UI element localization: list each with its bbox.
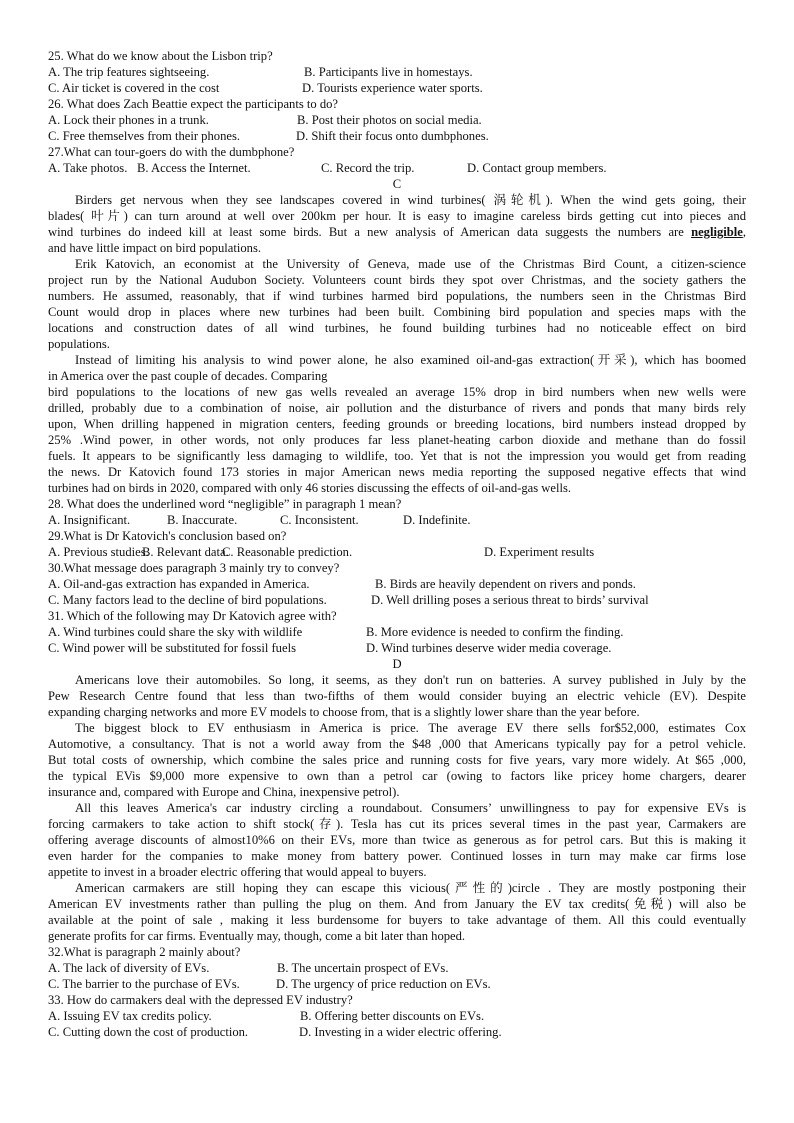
passage-c-p3-line: in America over the past couple of decades. Comparing (48, 369, 328, 383)
options-row (48, 128, 746, 144)
passage-c-p2-line: Erik Katovich, an economist at the University of Geneva, made use of the Christmas Bird Count, a citizen-science (75, 257, 746, 271)
question-q26: 26. What does Zach Beattie expect the participants to do? (48, 97, 339, 111)
passage-c-p1-line: Birders get nervous when they see landscapes covered in wind turbines( 涡轮机). When the wind gets going, their (75, 193, 746, 207)
options-row (48, 624, 746, 640)
option-b: B. Participants live in homestays. (304, 65, 473, 79)
passage-c-p1-line (48, 224, 746, 240)
section-heading-d: D (392, 657, 402, 671)
option-d: D. Shift their focus onto dumbphones. (296, 129, 489, 143)
passage-d-p3-line: even harder for the companies to make money from battery power. Continued losses in turn may make car firms lose (48, 849, 746, 863)
passage-c-p3-line: turbines had on birds in 2020, compared with only 46 stories discussing the effects of oil-and-gas wells. (48, 481, 572, 495)
options-row (48, 512, 746, 528)
options-row (48, 576, 746, 592)
options-row (48, 1008, 746, 1024)
option-b: B. More evidence is needed to confirm the finding. (366, 625, 624, 639)
option-c: C. Record the trip. (321, 161, 415, 175)
options-row (48, 80, 746, 96)
passage-d-p2-line: insurance and, compared with Europe and China, inexpensive petrol). (48, 785, 400, 799)
passage-c-p3-line: drilled, probably due to a combination of noise, air pollution and the disturbance of rivers and ponds that many birds rely (48, 401, 746, 415)
option-b: B. Post their photos on social media. (297, 113, 482, 127)
passage-d-p1-line: expanding charging networks and more EV models to choose from, that is a slightly lower share than the year before. (48, 705, 640, 719)
option-c: C. Air ticket is covered in the cost (48, 81, 220, 95)
option-a: A. Oil-and-gas extraction has expanded in America. (48, 577, 310, 591)
option-d: D. Indefinite. (403, 513, 471, 527)
option-d: D. Experiment results (484, 545, 595, 559)
passage-d-p3-line: forcing carmakers to take action to shift stock(存). Tesla has cut its prices several times in the past year, Carmakers are (48, 817, 746, 831)
option-b: B. Birds are heavily dependent on rivers and ponds. (375, 577, 636, 591)
option-d: D. Wind turbines deserve wider media coverage. (366, 641, 612, 655)
option-d: D. The urgency of price reduction on EVs. (276, 977, 491, 991)
options-row (48, 960, 746, 976)
passage-d-p2-line: Automotive, a consultancy. That is not a world away from the $48 ,000 that Americans typically pay for a petrol vehicle. (48, 737, 746, 751)
option-d: D. Investing in a wider electric offering. (299, 1025, 502, 1039)
passage-d-p2-line: But total costs of ownership, which combine the sales price and running costs for five years, vary more widely. At $65 ,000, (48, 753, 746, 767)
passage-d-p4-line: American carmakers are still hoping they can escape this vicious(严性的)circle . They are mostly postponing their (75, 881, 746, 895)
passage-d-p4-line: American EV investments rather than pulling the plug on them. And from January the EV tax credits(免税) will also be (48, 897, 746, 911)
question-q28: 28. What does the underlined word “negligible” in paragraph 1 mean? (48, 497, 402, 511)
option-c: C. Many factors lead to the decline of bird populations. (48, 593, 327, 607)
option-d: D. Contact group members. (467, 161, 607, 175)
exam-page (48, 48, 746, 1040)
passage-d-p3-line: All this leaves America's car industry circling a roundabout. Consumers’ unwillingness to pay for expensive EVs is (75, 801, 746, 815)
passage-c-p3-line: Instead of limiting his analysis to wind power alone, he also examined oil-and-gas extraction(开采), which has boomed (75, 353, 746, 367)
passage-c-p3-line: upon, When drilling happened in migration centers, feeding grounds or breeding locations, bird numbers instead dropped by (48, 417, 746, 431)
question-q33: 33. How do carmakers deal with the depressed EV industry? (48, 993, 353, 1007)
option-a: A. Issuing EV tax credits policy. (48, 1009, 212, 1023)
passage-c-p2-line: locations and construction dates of all wind turbines, he found building turbines had no noticeable effect on bird (48, 321, 746, 335)
options-row (48, 1024, 746, 1040)
comma: , (742, 225, 746, 239)
option-b: B. Inaccurate. (167, 513, 238, 527)
option-a: A. The lack of diversity of EVs. (48, 961, 210, 975)
section-heading-c: C (392, 177, 402, 191)
passage-d-p3-line: appetite to invest in a broader electric offering that would appeal to buyers. (48, 865, 427, 879)
question-q32: 32.What is paragraph 2 mainly about? (48, 945, 241, 959)
option-c: C. Inconsistent. (280, 513, 359, 527)
option-b: B. Relevant data. (142, 545, 229, 559)
option-a: A. Wind turbines could share the sky with wildlife (48, 625, 303, 639)
passage-c-p2-line: numbers. He assumed, reasonably, that if wind turbines harmed bird populations, the numbers seen in the Christmas Bird (48, 289, 746, 303)
option-a: A. Previous studies. (48, 545, 149, 559)
question-q29: 29.What is Dr Katovich's conclusion based on? (48, 529, 287, 543)
question-q25: 25. What do we know about the Lisbon trip? (48, 49, 273, 63)
passage-d-p3-line: offering average discounts of almost10%6 on their EVs, more than twice as generous as for petrol cars. But this is making it (48, 833, 746, 847)
question-q27: 27.What can tour-goers do with the dumbphone? (48, 145, 295, 159)
passage-c-p2-line: project run by the National Audubon Society. Volunteers count birds they spot over Christmas, and the society gathers the (48, 273, 746, 287)
option-b: B. Offering better discounts on EVs. (300, 1009, 485, 1023)
text: wind turbines do indeed kill at least some birds. But a new analysis of American data suggests the numbers are (48, 225, 684, 239)
question-q31: 31. Which of the following may Dr Katovich agree with? (48, 609, 337, 623)
passage-d-p4-line: available at the point of sale , making it less burdensome for buyers to take advantage of them. All this could eventually (48, 913, 746, 927)
options-row (48, 592, 746, 608)
passage-c-p1-line: blades( 叶片) can turn around at well over 200km per hour. It is easy to imagine careless birds getting cut into pieces and (48, 209, 746, 223)
passage-c-p3-line: fuels. It appears to be significantly less damaging to wildlife, too. Yet that is not the impression you would get from reading (48, 449, 746, 463)
passage-d-p1-line: Americans love their automobiles. So long, it seems, as they don't run on batteries. A survey published in July by the (75, 673, 746, 687)
option-d: D. Tourists experience water sports. (302, 81, 483, 95)
options-row (48, 64, 746, 80)
option-b: B. Access the Internet. (137, 161, 251, 175)
option-a: A. Insignificant. (48, 513, 131, 527)
option-a: A. Lock their phones in a trunk. (48, 113, 209, 127)
options-row (48, 160, 746, 176)
option-d: D. Well drilling poses a serious threat to birds’ survival (371, 593, 649, 607)
option-a: A. The trip features sightseeing. (48, 65, 210, 79)
question-q30: 30.What message does paragraph 3 mainly try to convey? (48, 561, 340, 575)
passage-d-p1-line: Pew Research Centre found that less than two-fifths of them would consider buying an electric vehicle (EV). Despite (48, 689, 746, 703)
option-c: C. Reasonable prediction. (222, 545, 353, 559)
option-c: C. Free themselves from their phones. (48, 129, 241, 143)
passage-c-p3-line: 25% .Wind power, in other words, not only produces far less planet-heating carbon dioxide and methane than do fossil (48, 433, 746, 447)
passage-d-p2-line: the typical EVis $9,000 more expensive to own than a petrol car (owing to factors like pricey home chargers, dearer (48, 769, 746, 783)
options-row (48, 544, 746, 560)
options-row (48, 640, 746, 656)
passage-c-p2-line: populations. (48, 337, 110, 351)
passage-d-p2-line: The biggest block to EV enthusiasm in America is price. The average EV there sells for$52,000, estimates Cox (75, 721, 746, 735)
option-c: C. The barrier to the purchase of EVs. (48, 977, 240, 991)
passage-d-p4-line: generate profits for car firms. Eventually may, though, come a bit later than hoped. (48, 929, 466, 943)
options-row (48, 976, 746, 992)
option-a: A. Take photos. (48, 161, 128, 175)
passage-c-p3-line: bird populations to the locations of new gas wells revealed an average 15% drop in bird numbers when new wells were (48, 385, 746, 399)
passage-c-p2-line: Count would drop in places where new turbines had been built. Combining bird population and species maps with the (48, 305, 746, 319)
option-b: B. The uncertain prospect of EVs. (277, 961, 449, 975)
option-c: C. Wind power will be substituted for fossil fuels (48, 641, 296, 655)
passage-c-p1-line: and have little impact on bird populations. (48, 241, 261, 255)
options-row (48, 112, 746, 128)
underlined-word-negligible: negligible (691, 225, 743, 239)
option-c: C. Cutting down the cost of production. (48, 1025, 249, 1039)
passage-c-p3-line: the news. Dr Katovich found 173 stories in major American news media reporting the supposed negative effects that wind (48, 465, 746, 479)
